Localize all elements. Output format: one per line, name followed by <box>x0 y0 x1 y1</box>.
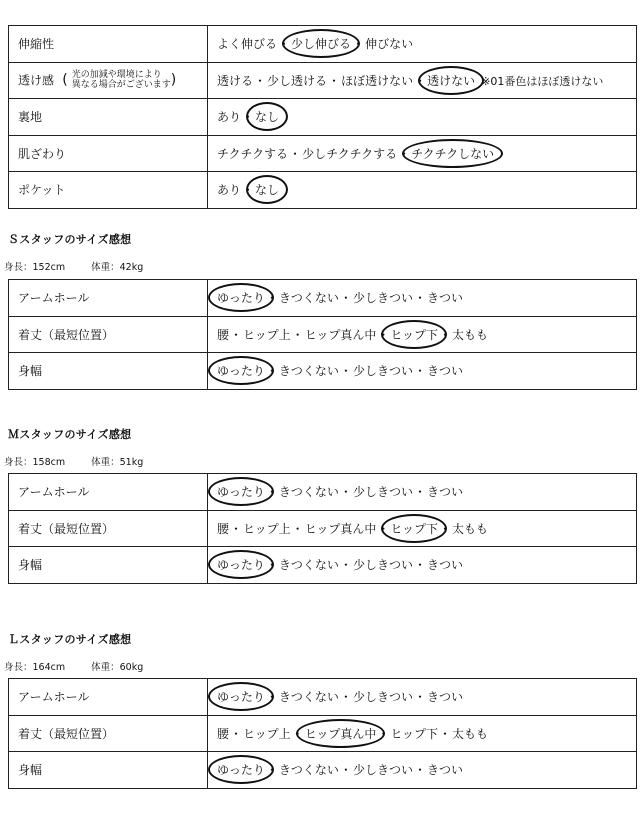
option-cell <box>208 474 637 511</box>
table-row <box>9 135 637 172</box>
option-selected: ゆったり <box>217 690 265 705</box>
material-table <box>8 25 637 209</box>
table-row <box>9 99 637 136</box>
separator: ・ <box>377 726 390 741</box>
separator: ・ <box>438 726 451 741</box>
separator: ・ <box>413 763 426 778</box>
separator: ・ <box>377 327 390 342</box>
option: 腰 <box>217 726 230 741</box>
separator: ・ <box>339 291 352 306</box>
staff-weight: 体重：42kg <box>91 262 144 273</box>
option-selected: ヒップ下 <box>390 521 438 536</box>
separator: ・ <box>339 485 352 500</box>
table-row <box>9 316 637 353</box>
option: きつくない <box>278 558 339 573</box>
option: よく伸びる <box>217 37 278 52</box>
option-cell <box>208 26 637 63</box>
option-note: ※01番色はほぼ透けない <box>481 74 604 88</box>
table-row <box>9 62 637 99</box>
option: きつい <box>426 763 463 778</box>
option-cell <box>208 353 637 390</box>
option: ヒップ真ん中 <box>304 521 377 536</box>
option: 太もも <box>452 521 489 536</box>
option: チクチクする <box>217 146 289 161</box>
separator: ・ <box>414 73 427 88</box>
option: 少しチクチクする <box>302 146 398 161</box>
staff-height: 身長：158cm <box>4 457 66 468</box>
option: きつくない <box>278 690 339 705</box>
row-label: アームホール <box>9 679 208 716</box>
section-title: Ｓスタッフのサイズ感想 <box>8 233 132 246</box>
separator: ・ <box>230 726 243 741</box>
separator: ・ <box>242 183 255 198</box>
staff-height: 身長：164cm <box>4 662 66 673</box>
separator: ・ <box>413 364 426 379</box>
table-row <box>9 474 637 511</box>
option: ヒップ上 <box>243 726 291 741</box>
separator: ・ <box>413 485 426 500</box>
option-cell <box>208 547 637 584</box>
separator: ・ <box>339 763 352 778</box>
separator: ・ <box>265 690 278 705</box>
separator: ・ <box>339 364 352 379</box>
option: ヒップ下 <box>390 726 438 741</box>
row-label: 肌ざわり <box>9 135 208 172</box>
separator: ・ <box>230 327 243 342</box>
option: 腰 <box>217 521 230 536</box>
row-label: 身幅 <box>9 752 208 789</box>
option: きつい <box>426 558 463 573</box>
option: きつくない <box>278 485 339 500</box>
separator: ・ <box>265 763 278 778</box>
table-row <box>9 715 637 752</box>
option-cell <box>208 510 637 547</box>
option-selected: ゆったり <box>217 485 265 500</box>
table-row <box>9 353 637 390</box>
option-cell <box>208 316 637 353</box>
option: 少しきつい <box>352 364 413 379</box>
option: きつい <box>426 485 463 500</box>
table-row <box>9 752 637 789</box>
option: 透ける <box>217 73 254 88</box>
option: 少しきつい <box>352 763 413 778</box>
option: きつい <box>426 364 463 379</box>
row-label: 伸縮性 <box>9 26 208 63</box>
option-cell <box>208 135 637 172</box>
option: 少しきつい <box>352 690 413 705</box>
option-cell <box>208 62 637 99</box>
option: 少しきつい <box>352 485 413 500</box>
option-selected: 少し伸びる <box>291 37 352 52</box>
option: 少しきつい <box>352 291 413 306</box>
row-label: アームホール <box>9 280 208 317</box>
separator: ・ <box>413 558 426 573</box>
separator: ・ <box>413 291 426 306</box>
option-selected: ゆったり <box>217 763 265 778</box>
staff-measurements <box>4 259 143 273</box>
option-selected: ゆったり <box>217 364 265 379</box>
label-note: 光の加減や環境により 異なる場合がございます <box>71 70 171 91</box>
option-cell <box>208 172 637 209</box>
separator: ・ <box>377 521 390 536</box>
separator: ・ <box>265 485 278 500</box>
option-cell <box>208 280 637 317</box>
option: きつい <box>426 291 463 306</box>
option-cell <box>208 715 637 752</box>
row-label: 着丈（最短位置） <box>9 510 208 547</box>
option: ヒップ上 <box>243 521 291 536</box>
option: ヒップ上 <box>243 327 291 342</box>
section-title: Ｌスタッフのサイズ感想 <box>8 633 132 646</box>
separator: ・ <box>242 110 255 125</box>
staff-height: 身長：152cm <box>4 262 66 273</box>
option-selected: ヒップ下 <box>390 327 438 342</box>
size-review-table <box>8 678 637 789</box>
option: きつくない <box>278 763 339 778</box>
option: きつい <box>426 690 463 705</box>
separator: ・ <box>265 291 278 306</box>
staff-measurements <box>4 454 143 468</box>
table-row <box>9 679 637 716</box>
table-row <box>9 547 637 584</box>
option: あり <box>217 183 242 198</box>
row-label: 身幅 <box>9 353 208 390</box>
separator: ・ <box>339 690 352 705</box>
option: 腰 <box>217 327 230 342</box>
option: 少しきつい <box>352 558 413 573</box>
staff-measurements <box>4 659 143 673</box>
row-label: 着丈（最短位置） <box>9 316 208 353</box>
option: 伸びない <box>365 37 414 52</box>
row-label: アームホール <box>9 474 208 511</box>
separator: ・ <box>398 146 411 161</box>
separator: ・ <box>339 558 352 573</box>
table-row <box>9 510 637 547</box>
row-label-with-note: 透け感 ( 光の加減や環境により 異なる場合がございます) <box>9 62 208 99</box>
option-selected: なし <box>255 110 280 125</box>
separator: ・ <box>254 73 267 88</box>
staff-weight: 体重：51kg <box>91 457 144 468</box>
option: きつくない <box>278 364 339 379</box>
separator: ・ <box>352 37 365 52</box>
option-selected: ヒップ真ん中 <box>304 726 377 741</box>
option-selected: ゆったり <box>217 558 265 573</box>
option-selected: 透けない <box>427 73 476 88</box>
separator: ・ <box>265 364 278 379</box>
separator: ・ <box>291 521 304 536</box>
option-selected: なし <box>255 183 280 198</box>
size-review-table <box>8 279 637 390</box>
separator: ・ <box>438 327 451 342</box>
size-review-table <box>8 473 637 584</box>
separator: ・ <box>278 37 291 52</box>
row-label: 身幅 <box>9 547 208 584</box>
separator: ・ <box>438 521 451 536</box>
separator: ・ <box>413 690 426 705</box>
separator: ・ <box>328 73 341 88</box>
separator: ・ <box>291 327 304 342</box>
option: 太もも <box>452 327 489 342</box>
row-label: 着丈（最短位置） <box>9 715 208 752</box>
option: ヒップ真ん中 <box>304 327 377 342</box>
option-selected: ゆったり <box>217 291 265 306</box>
staff-weight: 体重：60kg <box>91 662 144 673</box>
table-row <box>9 172 637 209</box>
row-label: 裏地 <box>9 99 208 136</box>
row-label: 透け感 <box>18 73 55 88</box>
table-row <box>9 26 637 63</box>
option: 少し透ける <box>267 73 328 88</box>
option-cell <box>208 679 637 716</box>
option-cell <box>208 752 637 789</box>
separator: ・ <box>230 521 243 536</box>
table-row <box>9 280 637 317</box>
option-cell <box>208 99 637 136</box>
option: あり <box>217 110 242 125</box>
separator: ・ <box>291 726 304 741</box>
row-label: ポケット <box>9 172 208 209</box>
option: ほぼ透けない <box>341 73 414 88</box>
separator: ・ <box>289 146 302 161</box>
option: 太もも <box>452 726 489 741</box>
option: きつくない <box>278 291 339 306</box>
section-title: Ｍスタッフのサイズ感想 <box>8 428 132 441</box>
separator: ・ <box>265 558 278 573</box>
option-selected: チクチクしない <box>411 146 495 161</box>
